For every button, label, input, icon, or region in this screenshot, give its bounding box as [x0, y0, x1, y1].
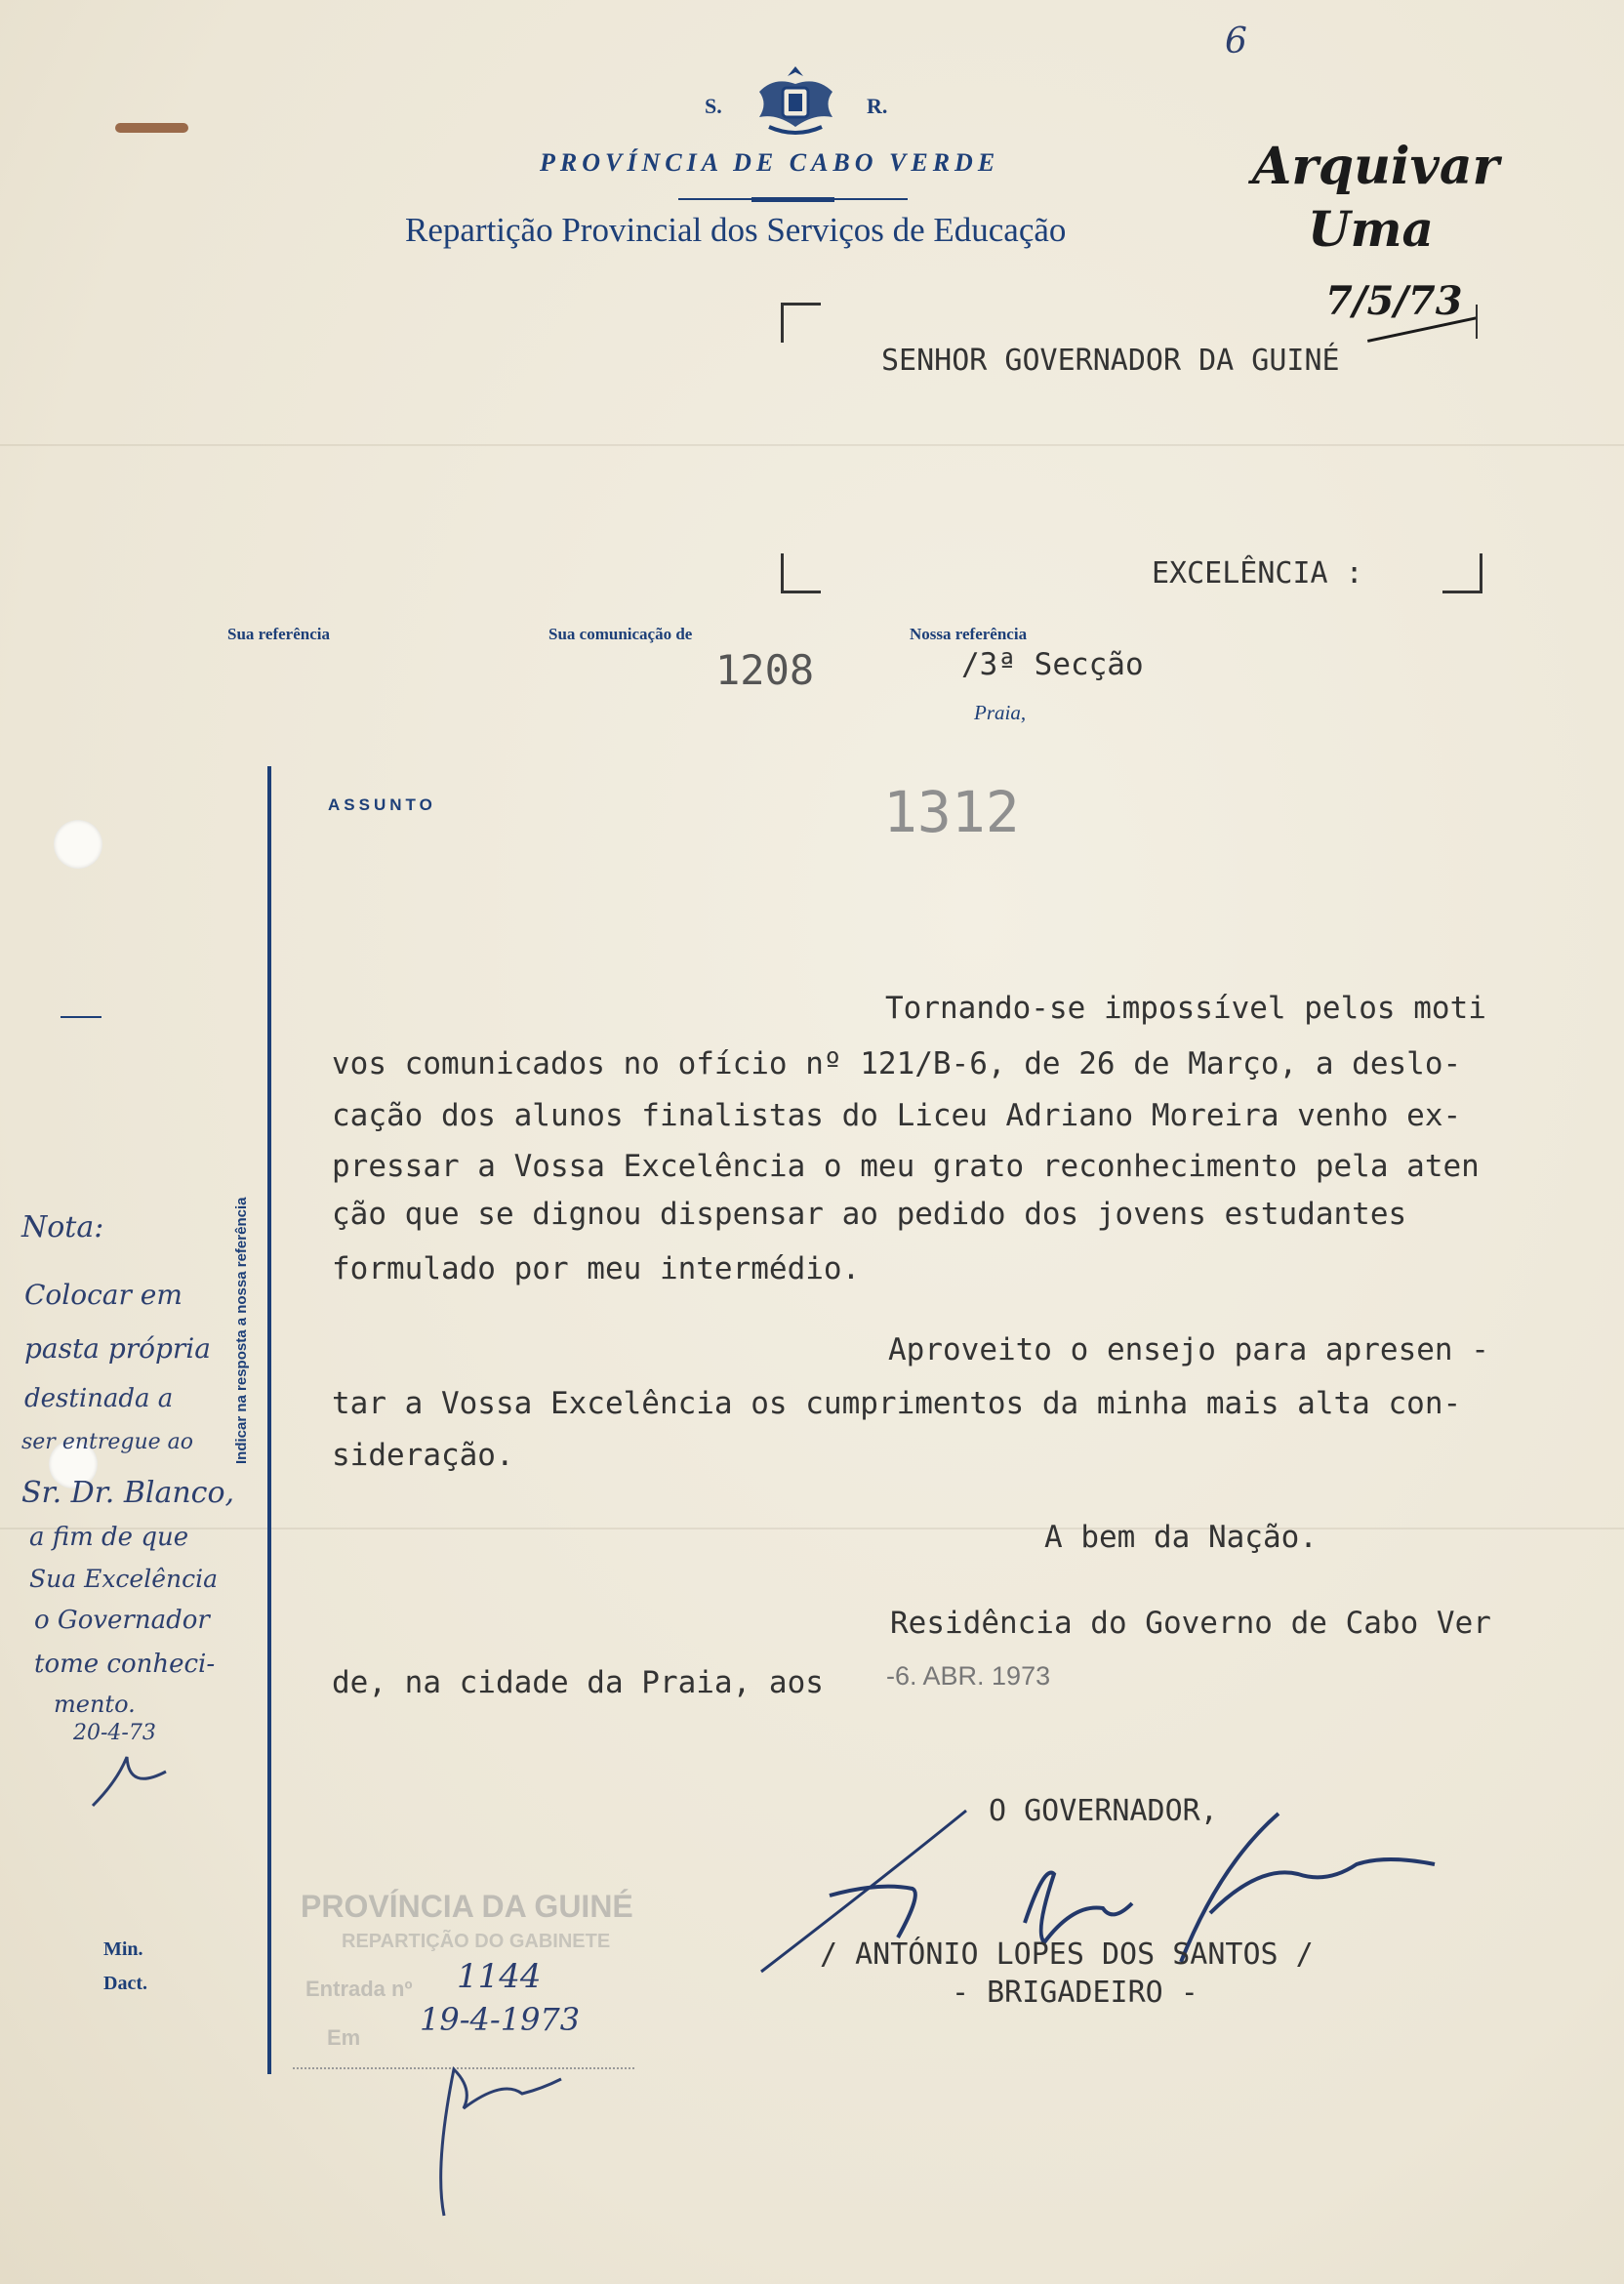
signature-title: O GOVERNADOR,	[989, 1794, 1218, 1828]
closing-line: A bem da Nação.	[1044, 1520, 1318, 1555]
body-line: tar a Vossa Excelência os cumprimentos da minha mais alta con-	[332, 1386, 1462, 1421]
annotation-arquivar: Arquivar	[1252, 137, 1499, 196]
margin-note-line: o Governador	[34, 1606, 210, 1635]
body-line: sideração.	[332, 1438, 514, 1473]
province-title: PROVÍNCIA DE CABO VERDE	[540, 148, 1000, 177]
margin-note-line: Sr. Dr. Blanco,	[21, 1476, 235, 1510]
paper-fold	[0, 444, 1624, 446]
header-rule-bold	[751, 197, 834, 202]
body-line: formulado por meu intermédio.	[332, 1251, 861, 1286]
margin-note-line: ser entregue ao	[21, 1430, 194, 1454]
sua-referencia-label: Sua referência	[227, 625, 330, 643]
body-line: cação dos alunos finalistas do Liceu Adriano Moreira venho ex-	[332, 1098, 1462, 1133]
recipient: SENHOR GOVERNADOR DA GUINÉ	[881, 344, 1340, 378]
initials-icon	[88, 1752, 176, 1811]
annotation-date: 7/5/73	[1325, 278, 1463, 324]
date-stamp: -6. ABR. 1973	[886, 1661, 1051, 1691]
body-line: vos comunicados no ofício nº 121/B-6, de 26 de Março, a deslo-	[332, 1046, 1462, 1081]
received-entrada-value: 1144	[457, 1957, 542, 1996]
body-line: Aproveito o ensejo para apresen -	[888, 1332, 1489, 1367]
margin-note-line: a fim de que	[29, 1523, 189, 1552]
margin-note-line: mento.	[54, 1691, 136, 1718]
address-corner	[1476, 305, 1478, 339]
assunto-label: ASSUNTO	[328, 795, 436, 814]
annotation-initials: Uma	[1308, 200, 1434, 258]
received-entrada-label: Entrada nº	[305, 1977, 413, 2001]
received-stamp-title: PROVÍNCIA DA GUINÉ	[301, 1889, 633, 1924]
side-label: Indicar na resposta a nossa referência	[233, 1197, 250, 1464]
header-sr-right: R.	[867, 94, 888, 118]
received-em-label: Em	[327, 2025, 361, 2050]
body-line: Residência do Governo de Cabo Ver	[890, 1606, 1491, 1641]
department-title: Repartição Provincial dos Serviços de Educação	[405, 211, 1067, 249]
address-corner	[1442, 553, 1482, 593]
footer-min: Min.	[103, 1938, 143, 1960]
sua-comunicacao-value: 1208	[715, 646, 815, 694]
margin-tick	[61, 1016, 102, 1018]
received-em-value: 19-4-1973	[420, 2001, 581, 2038]
margin-note-line: destinada a	[24, 1384, 174, 1413]
nossa-referencia-label: Nossa referência	[910, 625, 1028, 643]
footer-dact: Dact.	[103, 1973, 147, 1994]
sua-comunicacao-label: Sua comunicação de	[548, 625, 693, 643]
stamp-number: 1312	[883, 779, 1020, 845]
margin-note-line: Nota:	[21, 1210, 104, 1244]
salutation: EXCELÊNCIA :	[1152, 556, 1363, 591]
staple-mark	[115, 123, 188, 133]
body-line: ção que se dignou dispensar ao pedido dos jovens estudantes	[332, 1197, 1407, 1232]
header-sr-left: S.	[705, 94, 722, 118]
signature-name: / ANTÓNIO LOPES DOS SANTOS /	[820, 1937, 1314, 1972]
page-number: 6	[1225, 21, 1247, 61]
address-corner	[781, 303, 821, 343]
margin-rule	[267, 766, 271, 2074]
nossa-referencia-value: /3ª Secção	[961, 647, 1144, 682]
place-praia: Praia,	[974, 701, 1027, 724]
received-initials-icon	[415, 2050, 571, 2221]
margin-note-line: pasta própria	[24, 1332, 211, 1365]
received-stamp-subtitle: REPARTIÇÃO DO GABINETE	[342, 1931, 611, 1952]
body-line: pressar a Vossa Excelência o meu grato reconhecimento pela aten	[332, 1149, 1480, 1184]
signature-rank: - BRIGADEIRO -	[952, 1976, 1198, 2010]
margin-note-line: tome conheci-	[34, 1650, 216, 1679]
punch-hole	[54, 820, 102, 869]
body-line: Tornando-se impossível pelos moti	[885, 991, 1486, 1026]
body-line: de, na cidade da Praia, aos	[332, 1665, 824, 1700]
coat-of-arms-icon	[750, 62, 842, 139]
address-corner	[781, 553, 821, 593]
margin-note-line: Sua Excelência	[29, 1565, 219, 1593]
margin-note-line: 20-4-73	[73, 1721, 156, 1745]
margin-note-line: Colocar em	[24, 1279, 183, 1311]
